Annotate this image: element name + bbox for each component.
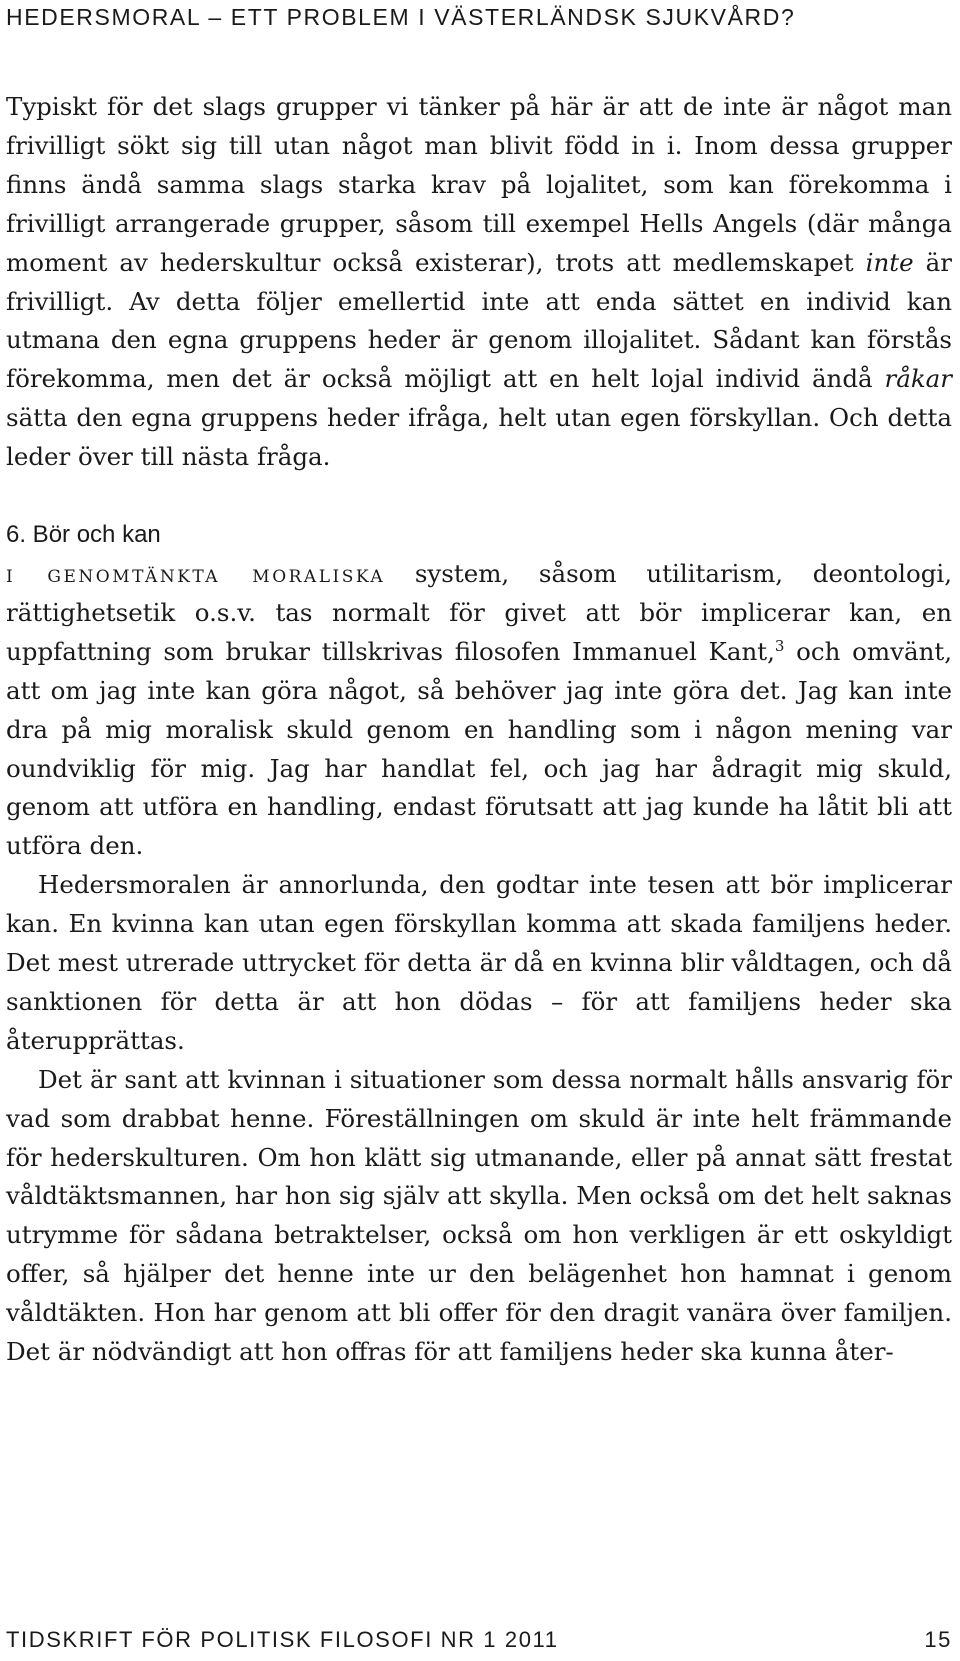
emphasis-inte: inte bbox=[865, 247, 914, 277]
paragraph-2-text-b: och omvänt, att om jag inte kan göra något, så behöver jag inte göra det. Jag kan inte dra på mig moralisk skuld genom en handling som i någon mening var oundviklig för mig. Jag har handlat fel, och jag har ådragit mig skuld, genom att utföra en handling, endast förutsatt att jag kunde ha låtit bli att utföra den. bbox=[6, 636, 953, 861]
paragraph-3: Hedersmoralen är annorlunda, den godtar inte tesen att bör implicerar kan. En kvinna kan utan egen förskyllan komma att skada familjens heder. Det mest utrerade uttrycket för detta är då en kvinna blir våldtagen, och då sanktionen för detta är att hon dödas – för att familjens heder ska återupprättas. bbox=[6, 870, 952, 1055]
article-body bbox=[6, 88, 952, 1372]
page-number: 15 bbox=[924, 1627, 952, 1652]
page-footer bbox=[6, 1627, 952, 1653]
journal-name: TIDSKRIFT FÖR POLITISK FILOSOFI NR 1 2011 bbox=[6, 1627, 559, 1652]
paragraph-4: Det är sant att kvinnan i situationer som dessa normalt hålls ansvarig för vad som drabbat henne. Föreställningen om skuld är inte helt främmande för hederskulturen. Om hon klätt sig utmanande, eller på annat sätt frestat våldtäktsmannen, har hon sig själv att skylla. Men också om det helt saknas utrymme för sådana betraktelser, också om hon verkligen är ett oskyldigt offer, så hjälper det henne inte ur den belägenhet hon hamnat i genom våldtäkten. Hon har genom att bli offer för den dragit vanära över familjen. Det är nödvändigt att hon offras för att familjens heder ska kunna åter- bbox=[6, 1064, 952, 1367]
section-heading: 6. Bör och kan bbox=[6, 521, 161, 549]
section-lead-in: i genomtänkta moraliska bbox=[6, 558, 386, 588]
paragraph-2 bbox=[6, 555, 952, 866]
footnote-ref[interactable]: 3 bbox=[774, 636, 785, 655]
paragraph-1 bbox=[6, 88, 952, 477]
running-header: HEDERSMORAL – ETT PROBLEM I VÄSTERLÄNDSK SJUKVÅRD? bbox=[6, 4, 796, 30]
paragraph-1-text-c: sätta den egna gruppens heder ifråga, helt utan egen förskyllan. Och detta leder över till nästa fråga. bbox=[6, 403, 952, 472]
paragraph-1-text-b: är frivilligt. Av detta följer emellertid inte att enda sättet en individ kan utmana den egna gruppens heder är genom illojalitet. Sådant kan förstås förekomma, men det är också möjligt att en helt lojal individ ändå bbox=[6, 247, 953, 394]
paragraph-1-text-a: Typiskt för det slags grupper vi tänker på här är att de inte är något man frivilligt sökt sig till utan något man blivit född in i. Inom dessa grupper finns ändå samma slags starka krav på lojalitet, som kan förekomma i frivilligt arrangerade grupper, såsom till exempel Hells Angels (där många moment av hederskultur också existerar), trots att medlemskapet bbox=[6, 92, 952, 277]
paragraph-2-text-a: system, såsom utilitarism, deontologi, rättighetsetik o.s.v. tas normalt för givet att bör implicerar kan, en uppfattning som brukar tillskrivas filosofen Immanuel Kant, bbox=[6, 558, 952, 666]
emphasis-rakar: råkar bbox=[884, 364, 952, 394]
